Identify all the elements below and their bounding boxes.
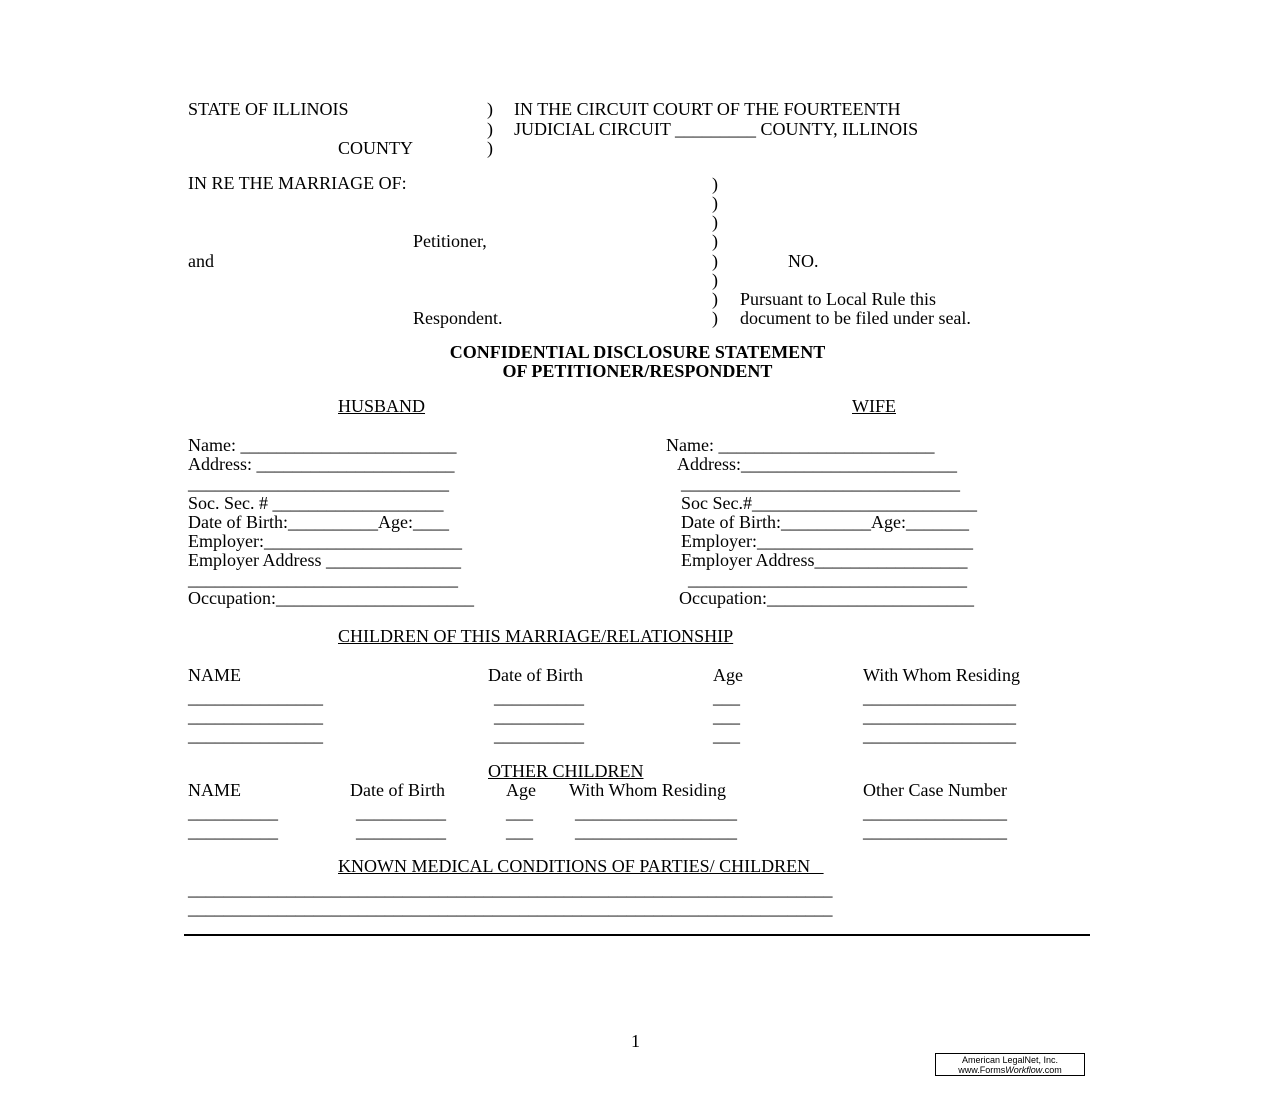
petitioner-label: Petitioner, xyxy=(413,231,487,251)
wife-address-line-2[interactable]: _______________________________ xyxy=(681,473,960,493)
child-name-blank[interactable]: _______________ xyxy=(188,706,323,726)
husband-employer-field[interactable]: Employer:______________________ xyxy=(188,531,462,551)
children-col-dob: Date of Birth xyxy=(488,665,583,685)
child-dob-blank[interactable]: __________ xyxy=(494,687,584,707)
medical-heading: KNOWN MEDICAL CONDITIONS OF PARTIES/ CHILDREN xyxy=(338,856,824,876)
wife-name-field[interactable]: Name: ________________________ xyxy=(666,435,935,455)
parties-paren: ) xyxy=(712,231,718,251)
child-dob-blank[interactable]: __________ xyxy=(494,725,584,745)
child-name-blank[interactable]: _______________ xyxy=(188,725,323,745)
wife-address-field[interactable]: Address:________________________ xyxy=(677,454,957,474)
child-age-blank[interactable]: ___ xyxy=(713,706,740,726)
court-line-2: JUDICIAL CIRCUIT _________ COUNTY, ILLINOIS xyxy=(514,119,919,139)
wife-employer-field[interactable]: Employer:________________________ xyxy=(681,531,973,551)
other-child-name-blank[interactable]: __________ xyxy=(188,821,278,841)
wife-employer-address-field[interactable]: Employer Address_________________ xyxy=(681,550,968,570)
other-children-heading: OTHER CHILDREN xyxy=(488,761,644,781)
parties-paren: ) xyxy=(712,212,718,232)
court-line-1: IN THE CIRCUIT COURT OF THE FOURTEENTH xyxy=(514,99,901,119)
page-number: 1 xyxy=(631,1031,640,1051)
child-residing-blank[interactable]: _________________ xyxy=(863,687,1016,707)
parties-paren: ) xyxy=(712,174,718,194)
husband-ssn-field[interactable]: Soc. Sec. # ___________________ xyxy=(188,493,444,513)
other-child-dob-blank[interactable]: __________ xyxy=(356,802,446,822)
other-child-case-blank[interactable]: ________________ xyxy=(863,821,1007,841)
seal-notice-line-1: Pursuant to Local Rule this xyxy=(740,289,936,309)
other-child-residing-blank[interactable]: __________________ xyxy=(575,821,737,841)
other-children-col-name: NAME xyxy=(188,780,241,800)
husband-employer-address-line-2[interactable]: ______________________________ xyxy=(188,569,458,589)
wife-heading: WIFE xyxy=(852,396,896,416)
other-children-col-dob: Date of Birth xyxy=(350,780,445,800)
publisher-name: American LegalNet, Inc. xyxy=(961,1055,1059,1065)
publisher-stamp xyxy=(935,1053,1085,1076)
children-col-residing: With Whom Residing xyxy=(863,665,1020,685)
wife-ssn-field[interactable]: Soc Sec.#_________________________ xyxy=(681,493,977,513)
parties-paren: ) xyxy=(712,193,718,213)
husband-name-field[interactable]: Name: ________________________ xyxy=(188,435,457,455)
seal-notice-line-2: document to be filed under seal. xyxy=(740,308,971,328)
caption-paren: ) xyxy=(487,99,493,119)
document-title-line-2: OF PETITIONER/RESPONDENT xyxy=(502,361,773,381)
other-children-col-case: Other Case Number xyxy=(863,780,1007,800)
husband-heading: HUSBAND xyxy=(338,396,426,416)
other-child-age-blank[interactable]: ___ xyxy=(506,802,533,822)
husband-address-line-2[interactable]: _____________________________ xyxy=(188,473,449,493)
children-heading: CHILDREN OF THIS MARRIAGE/RELATIONSHIP xyxy=(338,626,734,646)
parties-paren: ) xyxy=(712,270,718,290)
publisher-url: www.FormsWorkflow.com xyxy=(958,1065,1062,1075)
other-child-dob-blank[interactable]: __________ xyxy=(356,821,446,841)
husband-address-field[interactable]: Address: ______________________ xyxy=(188,454,455,474)
wife-occupation-field[interactable]: Occupation:_______________________ xyxy=(679,588,974,608)
child-age-blank[interactable]: ___ xyxy=(713,687,740,707)
caption-paren: ) xyxy=(487,138,493,158)
parties-paren: ) xyxy=(712,289,718,309)
other-child-name-blank[interactable]: __________ xyxy=(188,802,278,822)
document-title-line-1: CONFIDENTIAL DISCLOSURE STATEMENT xyxy=(449,342,826,362)
and-label: and xyxy=(188,251,214,271)
respondent-label: Respondent. xyxy=(413,308,503,328)
parties-paren: ) xyxy=(712,308,718,328)
other-children-col-age: Age xyxy=(506,780,536,800)
state-label: STATE OF ILLINOIS xyxy=(188,99,349,119)
caption-paren: ) xyxy=(487,119,493,139)
medical-line[interactable]: ________________________________________________________________________ xyxy=(188,898,833,918)
other-child-case-blank[interactable]: ________________ xyxy=(863,802,1007,822)
other-child-age-blank[interactable]: ___ xyxy=(506,821,533,841)
child-dob-blank[interactable]: __________ xyxy=(494,706,584,726)
wife-employer-address-line-2[interactable]: _______________________________ xyxy=(688,569,967,589)
in-re-label: IN RE THE MARRIAGE OF: xyxy=(188,173,407,193)
other-children-col-residing: With Whom Residing xyxy=(569,780,726,800)
husband-employer-address-field[interactable]: Employer Address _______________ xyxy=(188,550,461,570)
child-residing-blank[interactable]: _________________ xyxy=(863,725,1016,745)
children-col-name: NAME xyxy=(188,665,241,685)
husband-dob-age-field[interactable]: Date of Birth:__________Age:____ xyxy=(188,512,449,532)
husband-occupation-field[interactable]: Occupation:______________________ xyxy=(188,588,474,608)
medical-line[interactable]: ________________________________________________________________________ xyxy=(188,879,833,899)
child-residing-blank[interactable]: _________________ xyxy=(863,706,1016,726)
county-label: COUNTY xyxy=(338,138,413,158)
children-col-age: Age xyxy=(713,665,743,685)
child-age-blank[interactable]: ___ xyxy=(713,725,740,745)
case-number-label: NO. xyxy=(788,251,819,271)
parties-paren: ) xyxy=(712,251,718,271)
section-divider xyxy=(184,934,1090,936)
other-child-residing-blank[interactable]: __________________ xyxy=(575,802,737,822)
child-name-blank[interactable]: _______________ xyxy=(188,687,323,707)
wife-dob-age-field[interactable]: Date of Birth:__________Age:_______ xyxy=(681,512,969,532)
